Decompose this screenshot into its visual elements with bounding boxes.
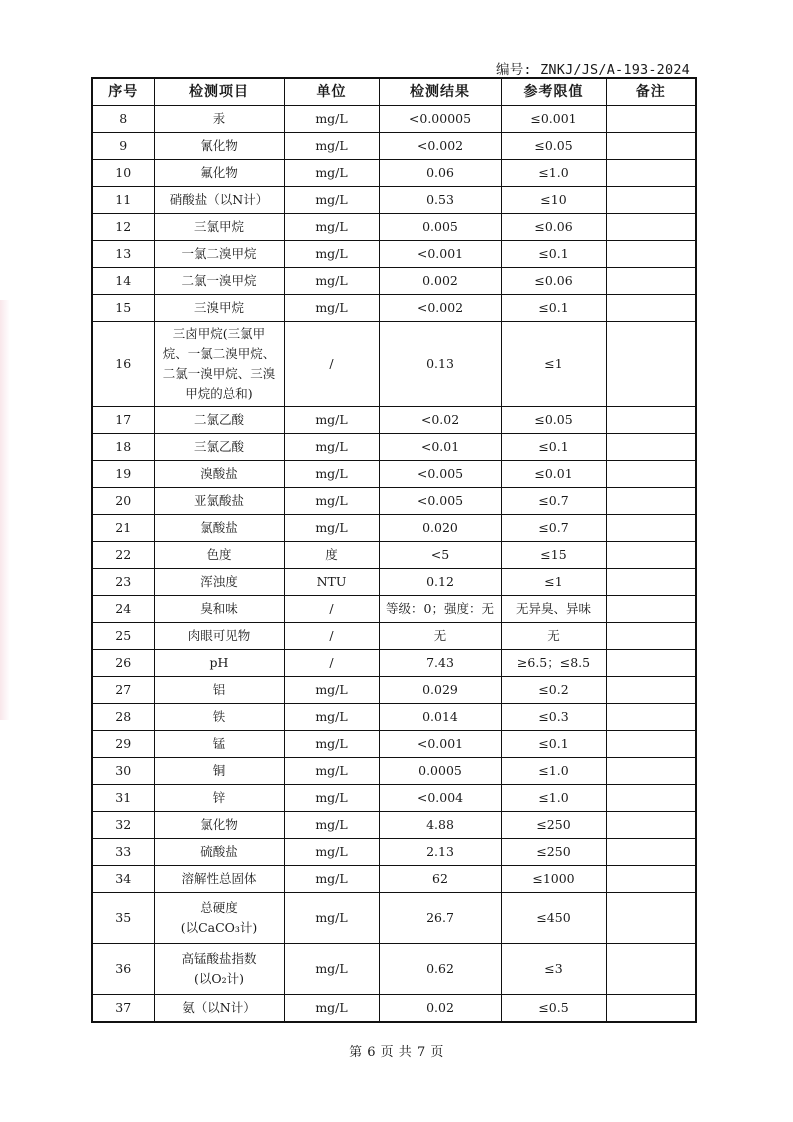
cell-no: 26: [92, 650, 154, 677]
table-row: [92, 214, 696, 241]
cell-no: 16: [92, 322, 154, 407]
document-code: 编号: ZNKJ/JS/A-193-2024: [496, 62, 690, 78]
cell-unit: mg/L: [284, 839, 379, 866]
cell-result: <0.001: [379, 731, 501, 758]
table-row: [92, 731, 696, 758]
cell-note: [606, 569, 696, 596]
cell-unit: mg/L: [284, 812, 379, 839]
cell-note: [606, 542, 696, 569]
table-row: [92, 812, 696, 839]
cell-unit: NTU: [284, 569, 379, 596]
cell-no: 12: [92, 214, 154, 241]
cell-no: 8: [92, 106, 154, 133]
cell-result: <0.005: [379, 461, 501, 488]
table-row: [92, 434, 696, 461]
cell-no: 37: [92, 995, 154, 1023]
cell-limit: ≤1: [501, 569, 606, 596]
col-header-note: 备注: [606, 78, 696, 106]
cell-unit: mg/L: [284, 241, 379, 268]
table-row: [92, 758, 696, 785]
cell-result: 62: [379, 866, 501, 893]
cell-note: [606, 866, 696, 893]
table-row: [92, 241, 696, 268]
cell-unit: /: [284, 623, 379, 650]
cell-item: [154, 893, 284, 944]
cell-unit: mg/L: [284, 893, 379, 944]
cell-no: 24: [92, 596, 154, 623]
cell-result: <0.004: [379, 785, 501, 812]
cell-result: 等级：0；强度：无: [379, 596, 501, 623]
cell-note: [606, 623, 696, 650]
table-row: [92, 569, 696, 596]
cell-limit: ≤250: [501, 812, 606, 839]
cell-item: [154, 322, 284, 407]
table-row: [92, 515, 696, 542]
cell-unit: /: [284, 322, 379, 407]
cell-result: <0.01: [379, 434, 501, 461]
cell-limit: ≤0.06: [501, 268, 606, 295]
cell-unit: mg/L: [284, 944, 379, 995]
cell-unit: mg/L: [284, 106, 379, 133]
cell-no: 32: [92, 812, 154, 839]
page-number: 第 6 页 共 7 页: [349, 1045, 444, 1060]
cell-result: 0.12: [379, 569, 501, 596]
cell-result: 0.005: [379, 214, 501, 241]
cell-no: 14: [92, 268, 154, 295]
cell-note: [606, 461, 696, 488]
cell-item: 锌: [154, 785, 284, 812]
cell-limit: 无异臭、异味: [501, 596, 606, 623]
table-row: [92, 461, 696, 488]
cell-no: 34: [92, 866, 154, 893]
cell-item: 二氯乙酸: [154, 407, 284, 434]
cell-note: [606, 650, 696, 677]
cell-result: <0.02: [379, 407, 501, 434]
cell-limit: ≥6.5；≤8.5: [501, 650, 606, 677]
cell-unit: /: [284, 596, 379, 623]
cell-no: 33: [92, 839, 154, 866]
cell-note: [606, 785, 696, 812]
table-row: [92, 268, 696, 295]
cell-unit: mg/L: [284, 268, 379, 295]
cell-limit: ≤0.01: [501, 461, 606, 488]
cell-no: 31: [92, 785, 154, 812]
cell-item: 臭和味: [154, 596, 284, 623]
col-header-no: 序号: [92, 78, 154, 106]
cell-no: 28: [92, 704, 154, 731]
cell-limit: ≤0.7: [501, 488, 606, 515]
cell-unit: mg/L: [284, 677, 379, 704]
cell-unit: mg/L: [284, 295, 379, 322]
col-header-limit: 参考限值: [501, 78, 606, 106]
cell-unit: mg/L: [284, 758, 379, 785]
cell-result: 4.88: [379, 812, 501, 839]
cell-item: 氯酸盐: [154, 515, 284, 542]
cell-result: 7.43: [379, 650, 501, 677]
cell-unit: mg/L: [284, 461, 379, 488]
cell-note: [606, 160, 696, 187]
cell-note: [606, 731, 696, 758]
cell-no: 23: [92, 569, 154, 596]
table-row: [92, 133, 696, 160]
col-header-unit: 单位: [284, 78, 379, 106]
cell-unit: mg/L: [284, 133, 379, 160]
cell-limit: ≤0.05: [501, 407, 606, 434]
cell-limit: ≤0.1: [501, 434, 606, 461]
cell-unit: mg/L: [284, 731, 379, 758]
cell-item: 肉眼可见物: [154, 623, 284, 650]
cell-unit: mg/L: [284, 995, 379, 1023]
cell-limit: ≤0.1: [501, 731, 606, 758]
cell-result: 0.13: [379, 322, 501, 407]
cell-item-text: 高锰酸盐指数 (以O₂计): [181, 951, 257, 986]
cell-item: 氟化物: [154, 160, 284, 187]
cell-no: 22: [92, 542, 154, 569]
cell-note: [606, 133, 696, 160]
cell-no: 29: [92, 731, 154, 758]
cell-limit: ≤0.5: [501, 995, 606, 1023]
cell-limit: ≤10: [501, 187, 606, 214]
cell-item: 三氯甲烷: [154, 214, 284, 241]
cell-result: 0.029: [379, 677, 501, 704]
cell-result: 0.0005: [379, 758, 501, 785]
cell-limit: ≤0.001: [501, 106, 606, 133]
cell-item: 亚氯酸盐: [154, 488, 284, 515]
cell-item: 二氯一溴甲烷: [154, 268, 284, 295]
cell-item: 溴酸盐: [154, 461, 284, 488]
cell-limit: ≤1: [501, 322, 606, 407]
cell-item: 汞: [154, 106, 284, 133]
cell-limit: ≤0.2: [501, 677, 606, 704]
cell-limit: ≤1000: [501, 866, 606, 893]
cell-note: [606, 268, 696, 295]
cell-item: 一氯二溴甲烷: [154, 241, 284, 268]
seal-edge-mark: [0, 300, 10, 720]
cell-result: 0.53: [379, 187, 501, 214]
cell-item: 铝: [154, 677, 284, 704]
cell-item-text: 三卤甲烷(三氯甲 烷、一氯二溴甲烷、 二氯一溴甲烷、三溴 甲烷的总和): [162, 326, 276, 401]
cell-limit: ≤1.0: [501, 160, 606, 187]
cell-no: 20: [92, 488, 154, 515]
cell-no: 25: [92, 623, 154, 650]
cell-no: 27: [92, 677, 154, 704]
table-row: [92, 322, 696, 407]
cell-no: 9: [92, 133, 154, 160]
cell-item: 氨（以N计）: [154, 995, 284, 1023]
cell-note: [606, 295, 696, 322]
cell-result: 0.020: [379, 515, 501, 542]
cell-note: [606, 839, 696, 866]
cell-note: [606, 995, 696, 1023]
table-row: [92, 623, 696, 650]
table-row: [92, 187, 696, 214]
cell-note: [606, 515, 696, 542]
cell-item: [154, 944, 284, 995]
table-body: [92, 106, 696, 1023]
table-row: [92, 839, 696, 866]
table-row: [92, 704, 696, 731]
table-row: [92, 488, 696, 515]
cell-limit: ≤1.0: [501, 758, 606, 785]
test-results-table: [91, 77, 697, 1023]
cell-limit: ≤450: [501, 893, 606, 944]
table-row: [92, 542, 696, 569]
cell-limit: ≤0.7: [501, 515, 606, 542]
cell-item-text: 总硬度 (以CaCO₃计): [180, 900, 258, 935]
table-row: [92, 677, 696, 704]
cell-no: 11: [92, 187, 154, 214]
col-header-item: 检测项目: [154, 78, 284, 106]
cell-item: 溶解性总固体: [154, 866, 284, 893]
cell-item: 氯化物: [154, 812, 284, 839]
cell-result: <0.001: [379, 241, 501, 268]
cell-limit: ≤0.1: [501, 295, 606, 322]
cell-result: 0.06: [379, 160, 501, 187]
cell-item: 硫酸盐: [154, 839, 284, 866]
cell-no: 36: [92, 944, 154, 995]
cell-result: <0.002: [379, 295, 501, 322]
cell-limit: ≤3: [501, 944, 606, 995]
cell-item: 三溴甲烷: [154, 295, 284, 322]
cell-unit: mg/L: [284, 160, 379, 187]
cell-unit: mg/L: [284, 785, 379, 812]
cell-unit: mg/L: [284, 515, 379, 542]
cell-note: [606, 596, 696, 623]
cell-result: 2.13: [379, 839, 501, 866]
cell-note: [606, 812, 696, 839]
cell-limit: ≤0.3: [501, 704, 606, 731]
cell-note: [606, 434, 696, 461]
cell-unit: mg/L: [284, 187, 379, 214]
cell-unit: mg/L: [284, 488, 379, 515]
cell-item: 浑浊度: [154, 569, 284, 596]
table-row: [92, 295, 696, 322]
cell-limit: ≤1.0: [501, 785, 606, 812]
cell-result: 26.7: [379, 893, 501, 944]
cell-note: [606, 214, 696, 241]
cell-unit: 度: [284, 542, 379, 569]
cell-item: 铜: [154, 758, 284, 785]
cell-result: 无: [379, 623, 501, 650]
cell-no: 18: [92, 434, 154, 461]
table-row: [92, 106, 696, 133]
table-row: [92, 650, 696, 677]
table-row: [92, 407, 696, 434]
cell-item: 硝酸盐（以N计）: [154, 187, 284, 214]
cell-result: <5: [379, 542, 501, 569]
cell-no: 35: [92, 893, 154, 944]
cell-note: [606, 704, 696, 731]
table-row: [92, 596, 696, 623]
cell-note: [606, 106, 696, 133]
table-row: [92, 995, 696, 1023]
cell-item: 氰化物: [154, 133, 284, 160]
cell-unit: mg/L: [284, 704, 379, 731]
cell-no: 17: [92, 407, 154, 434]
cell-item: pH: [154, 650, 284, 677]
cell-unit: mg/L: [284, 407, 379, 434]
cell-limit: ≤250: [501, 839, 606, 866]
cell-result: 0.002: [379, 268, 501, 295]
cell-note: [606, 944, 696, 995]
cell-note: [606, 758, 696, 785]
table-row: [92, 866, 696, 893]
cell-no: 30: [92, 758, 154, 785]
cell-note: [606, 187, 696, 214]
cell-result: 0.02: [379, 995, 501, 1023]
cell-item: 三氯乙酸: [154, 434, 284, 461]
cell-limit: ≤0.1: [501, 241, 606, 268]
cell-item: 铁: [154, 704, 284, 731]
table-header-row: [92, 78, 696, 106]
cell-no: 19: [92, 461, 154, 488]
cell-note: [606, 677, 696, 704]
table-row: [92, 160, 696, 187]
cell-limit: ≤0.06: [501, 214, 606, 241]
table-row: [92, 944, 696, 995]
cell-note: [606, 893, 696, 944]
cell-result: <0.00005: [379, 106, 501, 133]
table-row: [92, 785, 696, 812]
cell-limit: ≤0.05: [501, 133, 606, 160]
cell-note: [606, 407, 696, 434]
cell-no: 21: [92, 515, 154, 542]
cell-unit: /: [284, 650, 379, 677]
cell-result: 0.62: [379, 944, 501, 995]
col-header-result: 检测结果: [379, 78, 501, 106]
cell-note: [606, 241, 696, 268]
cell-no: 15: [92, 295, 154, 322]
cell-item: 色度: [154, 542, 284, 569]
cell-note: [606, 322, 696, 407]
cell-item: 锰: [154, 731, 284, 758]
cell-unit: mg/L: [284, 866, 379, 893]
cell-result: <0.005: [379, 488, 501, 515]
cell-unit: mg/L: [284, 214, 379, 241]
cell-no: 10: [92, 160, 154, 187]
cell-no: 13: [92, 241, 154, 268]
cell-limit: 无: [501, 623, 606, 650]
cell-result: 0.014: [379, 704, 501, 731]
cell-limit: ≤15: [501, 542, 606, 569]
cell-unit: mg/L: [284, 434, 379, 461]
cell-note: [606, 488, 696, 515]
table-row: [92, 893, 696, 944]
cell-result: <0.002: [379, 133, 501, 160]
